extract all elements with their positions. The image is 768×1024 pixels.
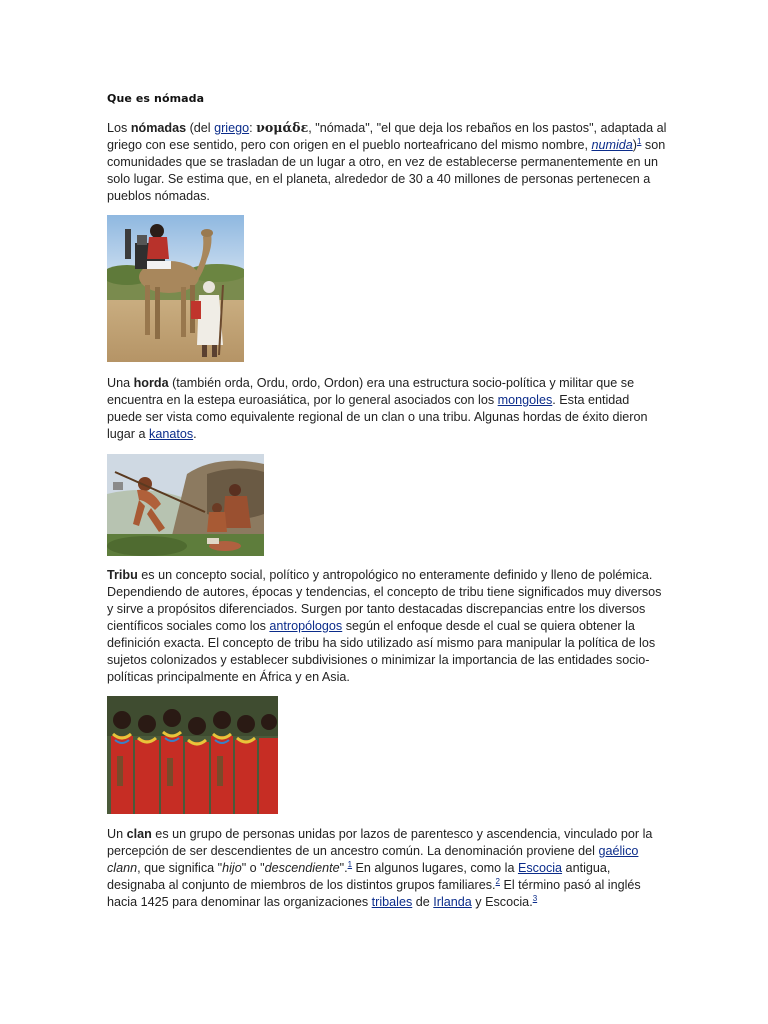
- kanatos-link[interactable]: kanatos: [149, 427, 194, 441]
- footnote-link[interactable]: 2: [495, 877, 500, 886]
- escocia-link[interactable]: Escocia: [517, 861, 563, 875]
- nomadas-term: nómadas: [130, 121, 187, 135]
- clan-paragraph: Un clan es un grupo de personas unidas por lazos de parentesco y ascendencia, vinculado por la percepción de ser descendientes de un ancestro común. La denominación proviene del gaélico clann, que significa "hijo" o "descendiente".$^1$ En algunos lugares, como la Escocia antigua, designaba al conjunto de miembros de los distintos grupos familiares.$^2$ El término pasó al inglés hacia 1425 para denominar las organizaciones tribales de Irlanda y Escocia.$^3$: [107, 827, 653, 909]
- mongoles-link[interactable]: mongoles: [497, 393, 553, 407]
- footnote-link[interactable]: 1: [636, 137, 642, 146]
- nomadas-paragraph: Los nómadas (del griego: νομάδε, "nómada", "el que deja los rebaños en los pastos", adaptada al griego con ese sentido, pero con origen en el pueblo norteafricano del mismo nombre, numida)$^1$ son comunidades que se trasladan de un lugar a otro, en vez de establecerse permanentemente en un solo lugar. Se estima que, en el planeta, alrededor de 30 a 40 millones de personas pertenecen a pueblos nómadas.: [107, 120, 667, 203]
- tribales-link[interactable]: tribales: [371, 895, 413, 909]
- greek-word: νομάδε: [256, 120, 309, 135]
- tribu-paragraph: Tribu es un concepto social, político y antropológico no enteramente definido y lleno de polémica. Dependiendo de autores, épocas y tendencias, el concepto de tribu tiene significados muy diversos y sirve a propósitos diferenciados. Surgen por tanto destacadas discrepancias entre los diversos científicos sociales como los antropólogos según el enfoque desde el cual se quiera obtener la definición exacta. El concepto de tribu ha sido utilizado así mismo para manipular la política de los sujetos colonizados y establecer subdivisiones o minimizar la importancia de las entidades socio-políticas principalmente en África y en Asia.: [107, 568, 662, 684]
- antropologos-link[interactable]: antropólogos: [269, 619, 343, 633]
- nomads-camel-photo: [107, 215, 244, 362]
- numida-link[interactable]: numida: [591, 138, 633, 152]
- tribe-photo: [107, 696, 278, 814]
- irlanda-link[interactable]: Irlanda: [433, 895, 472, 909]
- tribu-term: Tribu: [107, 568, 138, 582]
- horde-illustration: [107, 454, 264, 556]
- page-title: Que es nómada: [107, 92, 205, 105]
- horda-term: horda: [133, 376, 169, 390]
- horda-paragraph: Una horda (también orda, Ordu, ordo, Ordon) era una estructura socio-política y militar que se encuentra en la estepa euroasiática, por lo general asociados con los mongoles. Esta entidad puede ser vista como equivalente regional de un clan o una tribu. Algunas hordas de éxito dieron lugar a kanatos.: [107, 376, 648, 441]
- document-body: [107, 92, 667, 911]
- griego-link[interactable]: griego: [214, 121, 250, 135]
- footnote-link[interactable]: 1: [347, 860, 353, 869]
- clan-term: clan: [126, 827, 152, 841]
- gaelico-link[interactable]: gaélico: [598, 844, 639, 858]
- footnote-link[interactable]: 3: [532, 894, 538, 903]
